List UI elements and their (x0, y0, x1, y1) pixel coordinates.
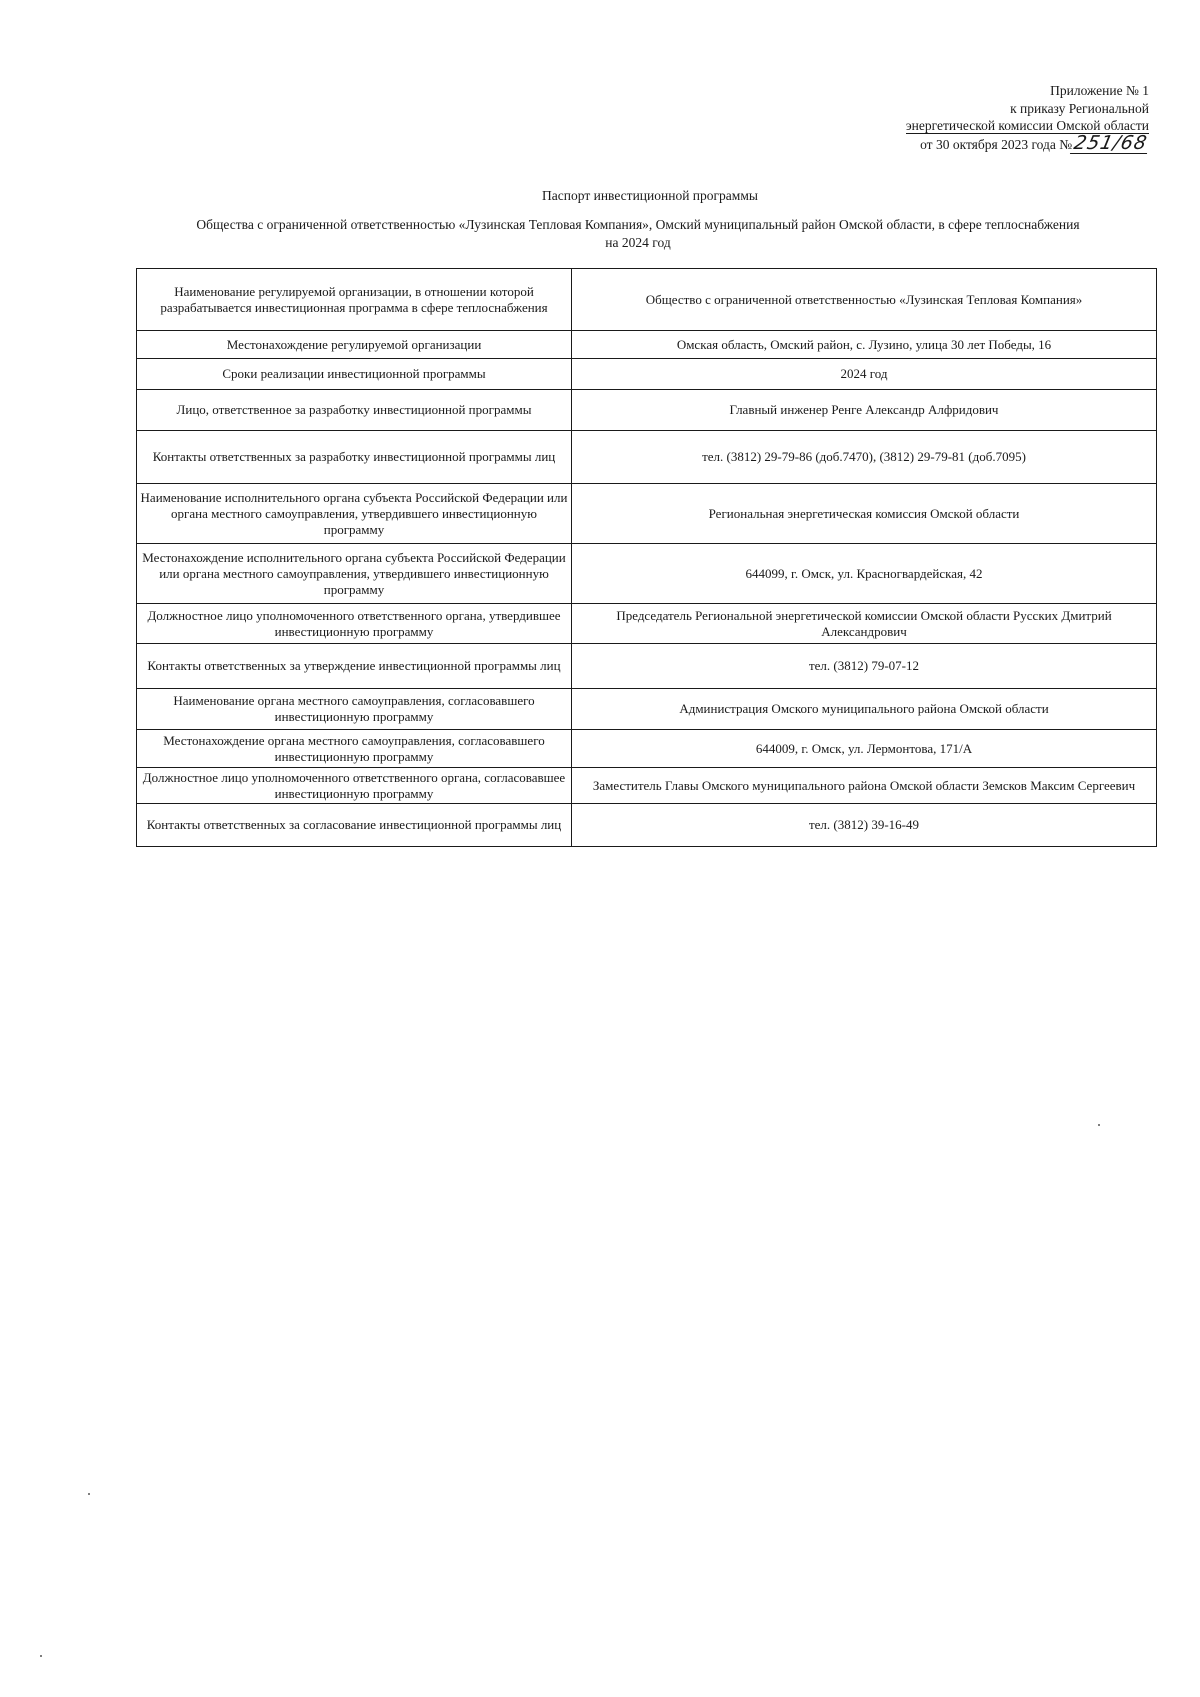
row-value: Общество с ограниченной ответственностью «Лузинская Тепловая Компания» (572, 269, 1157, 331)
table-row (137, 689, 1157, 730)
row-label: Должностное лицо уполномоченного ответственного органа, утвердившее инвестиционную программу (137, 604, 572, 644)
row-label: Наименование органа местного самоуправления, согласовавшего инвестиционную программу (137, 689, 572, 730)
row-value: Заместитель Главы Омского муниципального района Омской области Земсков Максим Сергеевич (572, 768, 1157, 804)
row-label: Местонахождение регулируемой организации (137, 331, 572, 359)
row-label: Лицо, ответственное за разработку инвестиционной программы (137, 390, 572, 431)
row-label: Контакты ответственных за согласование инвестиционной программы лиц (137, 804, 572, 847)
row-label: Контакты ответственных за разработку инвестиционной программы лиц (137, 431, 572, 484)
row-value: Председатель Региональной энергетической комиссии Омской области Русских Дмитрий Александрович (572, 604, 1157, 644)
row-value: 644099, г. Омск, ул. Красногвардейская, 42 (572, 544, 1157, 604)
document-subtitle (138, 216, 1138, 252)
appendix-line-2: к приказу Региональной (1010, 100, 1149, 116)
row-value: тел. (3812) 39-16-49 (572, 804, 1157, 847)
appendix-header (906, 82, 1149, 153)
order-number-handwritten: 251/68 (1072, 131, 1150, 154)
row-value: 644009, г. Омск, ул. Лермонтова, 171/А (572, 730, 1157, 768)
table-row (137, 544, 1157, 604)
table-row (137, 269, 1157, 331)
row-value: тел. (3812) 29-79-86 (доб.7470), (3812) 29-79-81 (доб.7095) (572, 431, 1157, 484)
row-label: Наименование регулируемой организации, в отношении которой разрабатывается инвестиционная программа в сфере теплоснабжения (137, 269, 572, 331)
table-row (137, 484, 1157, 544)
table-row (137, 431, 1157, 484)
appendix-line-4 (906, 131, 1150, 154)
row-value: тел. (3812) 79-07-12 (572, 644, 1157, 689)
row-value: Региональная энергетическая комиссия Омской области (572, 484, 1157, 544)
table-row (137, 644, 1157, 689)
table-row (137, 359, 1157, 390)
table-row (137, 604, 1157, 644)
document-title: Паспорт инвестиционной программы (542, 188, 758, 203)
table-row (137, 331, 1157, 359)
table-row (137, 730, 1157, 768)
table-row (137, 768, 1157, 804)
scan-speck (1098, 1124, 1100, 1126)
appendix-line-3-text: энергетической комиссии Омской области (905, 118, 1149, 133)
table-row (137, 390, 1157, 431)
appendix-line-1: Приложение № 1 (1050, 83, 1149, 98)
passport-table (136, 268, 1157, 847)
subtitle-line-1: Общества с ограниченной ответственностью «Лузинская Тепловая Компания», Омский муниципальный район Омской области, в сфере теплоснабжения (196, 217, 1080, 232)
table-row (137, 804, 1157, 847)
row-value: 2024 год (572, 359, 1157, 390)
row-label: Местонахождение органа местного самоуправления, согласовавшего инвестиционную программу (137, 730, 572, 768)
row-label: Контакты ответственных за утверждение инвестиционной программы лиц (137, 644, 572, 689)
row-label: Сроки реализации инвестиционной программы (137, 359, 572, 390)
row-value: Администрация Омского муниципального района Омской области (572, 689, 1157, 730)
row-label: Местонахождение исполнительного органа субъекта Российской Федерации или органа местного самоуправления, утвердившего инвестиционную программу (137, 544, 572, 604)
row-value: Омская область, Омский район, с. Лузино, улица 30 лет Победы, 16 (572, 331, 1157, 359)
subtitle-line-2: на 2024 год (605, 235, 671, 250)
scan-speck (40, 1655, 42, 1657)
row-value: Главный инженер Ренге Александр Алфридович (572, 390, 1157, 431)
appendix-date: от 30 октября 2023 года № (920, 136, 1073, 152)
scan-speck (88, 1493, 90, 1495)
row-label: Должностное лицо уполномоченного ответственного органа, согласовавшее инвестиционную программу (137, 768, 572, 804)
row-label: Наименование исполнительного органа субъекта Российской Федерации или органа местного самоуправления, утвердившего инвестиционную программу (137, 484, 572, 544)
